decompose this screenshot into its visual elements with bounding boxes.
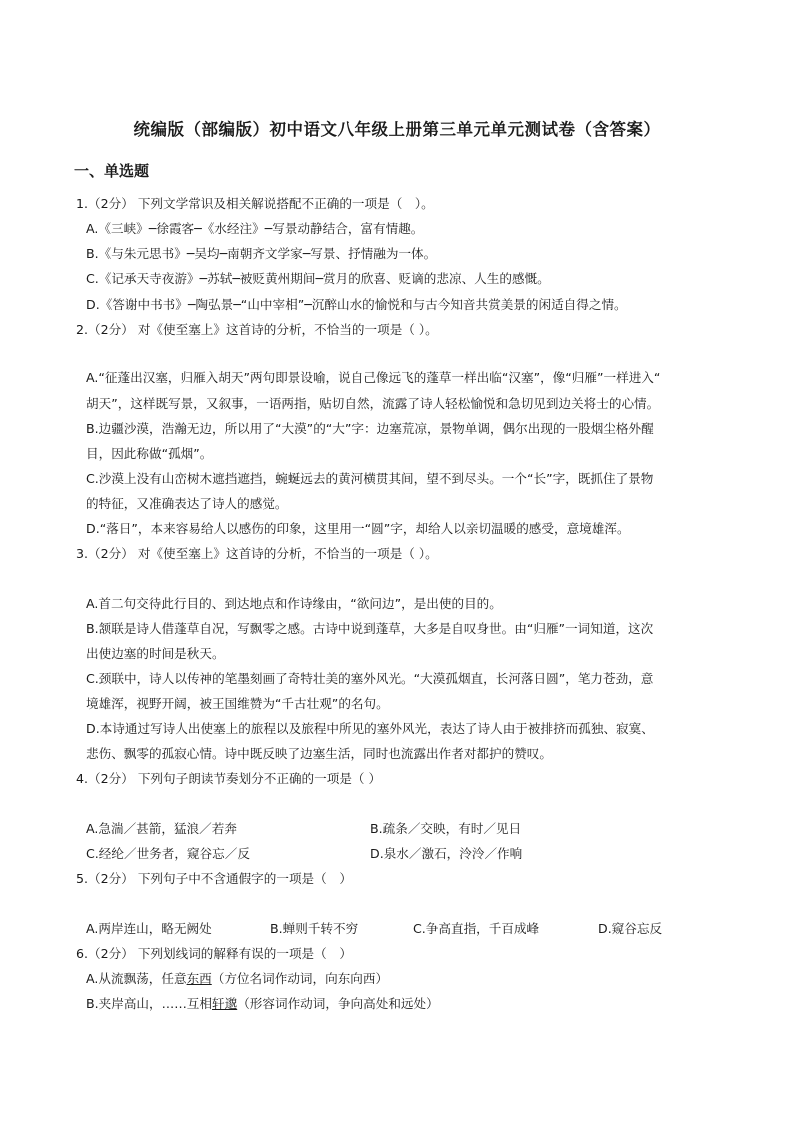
question-2-option-c-line-1: C.沙漠上没有山峦树木遮挡遮挡，蜿蜒远去的黄河横贯其间，望不到尽头。一个“长”字，既抓住了景物 [86,471,654,486]
question-3-option-b-line-2: 出使边塞的时间是秋天。 [86,646,225,661]
question-2-option-b-line-2: 目，因此称做“孤烟”。 [86,446,213,461]
question-2-option-a-line-2: 胡天”，这样既写景，又叙事，一语两指，贴切自然，流露了诗人轻松愉悦和急切见到边关将士的心情。 [86,396,660,411]
question-4-stem: 4.（2分） 下列句子朗读节奏划分不正确的一项是（ ） [76,771,382,786]
question-6-option-a [86,970,388,988]
section-heading: 一、单选题 [74,162,150,180]
question-1-stem: 1.（2分） 下列文学常识及相关解说搭配不正确的一项是（ ）。 [76,196,434,211]
question-3-option-d-line-2: 悲伤、飘零的孤寂心情。诗中既反映了边塞生活，同时也流露出作者对都护的赞叹。 [86,746,552,761]
option-a-explanation: （方位名词作动词，向东向西） [211,971,389,986]
question-2-option-b-line-1: B.边疆沙漠，浩瀚无边，所以用了“大漠”的“大”字：边塞荒凉，景物单调，偶尔出现的一股烟尘格外醒 [86,421,654,436]
question-5-option-d: D.窥谷忘反 [598,921,663,936]
question-6-stem: 6.（2分） 下列划线词的解释有误的一项是（ ） [76,946,352,961]
question-3-option-d-line-1: D.本诗通过写诗人出使塞上的旅程以及旅程中所见的塞外风光，表达了诗人由于被排挤而孤独、寂寞、 [86,721,654,736]
question-5-option-c: C.争高直指，千百成峰 [413,921,540,936]
question-4-option-c: C.经纶／世务者，窥谷忘／反 [86,846,250,861]
option-a-prefix: A.从流飘荡，任意 [86,971,187,986]
option-b-explanation: （形容词作动词，争向高处和远处） [237,996,439,1011]
question-1-option-b: B.《与朱元思书》─吴均─南朝齐文学家─写景、抒情融为一体。 [86,246,437,261]
question-5-option-b: B.蝉则千转不穷 [270,921,359,936]
question-4-option-b: B.疏条／交映，有时／见日 [370,821,522,836]
question-2-option-a-line-1: A.“征蓬出汉塞，归雁入胡天”两句即景设喻，说自己像远飞的蓬草一样出临“汉塞”，像“归雁”一样进入“ [86,370,661,385]
question-2-stem: 2.（2分） 对《使至塞上》这首诗的分析，不恰当的一项是（ ）。 [76,322,438,337]
question-1-option-c: C.《记承天寺夜游》─苏轼─被贬黄州期间─赏月的欣喜、贬谪的悲凉、人生的感慨。 [86,271,550,286]
underlined-word: 轩邈 [212,996,238,1011]
question-5-stem: 5.（2分） 下列句子中不含通假字的一项是（ ） [76,871,352,886]
question-4-option-a: A.急湍／甚箭，猛浪／若奔 [86,821,237,836]
question-2-option-c-line-2: 的特征，又准确表达了诗人的感觉。 [86,496,288,511]
question-1-option-a: A.《三峡》─徐霞客─《水经注》─写景动静结合，富有情趣。 [86,221,424,236]
question-2-option-d: D.“落日”，本来容易给人以感伤的印象，这里用一“圆”字，却给人以亲切温暖的感受，意境雄浑。 [86,521,630,536]
page-title: 统编版（部编版）初中语文八年级上册第三单元单元测试卷（含答案） [133,120,661,139]
question-3-stem: 3.（2分） 对《使至塞上》这首诗的分析，不恰当的一项是（ ）。 [76,546,438,561]
question-3-option-c-line-1: C.颈联中，诗人以传神的笔墨刻画了奇特壮美的塞外风光。“大漠孤烟直，长河落日圆”，笔力苍劲，意 [86,671,654,686]
question-3-option-b-line-1: B.颔联是诗人借蓬草自况，写飘零之感。古诗中说到蓬草，大多是自叹身世。由“归雁”一词知道，这次 [86,621,654,636]
underlined-word: 东西 [186,971,212,986]
question-3-option-a: A.首二句交待此行目的、到达地点和作诗缘由，“欲问边”，是出使的目的。 [86,596,502,611]
option-b-prefix: B.夹岸高山，……互相 [86,996,212,1011]
question-6-option-b [86,995,439,1013]
question-5-option-a: A.两岸连山，略无阙处 [86,921,212,936]
question-3-option-c-line-2: 境雄浑，视野开阔，被王国维赞为“千古壮观”的名句。 [86,696,389,711]
question-1-option-d: D.《答谢中书书》─陶弘景─“山中宰相”─沉醉山水的愉悦和与古今知音共赏美景的闲适自得之情。 [86,297,627,312]
question-4-option-d: D.泉水／激石，泠泠／作响 [370,846,523,861]
